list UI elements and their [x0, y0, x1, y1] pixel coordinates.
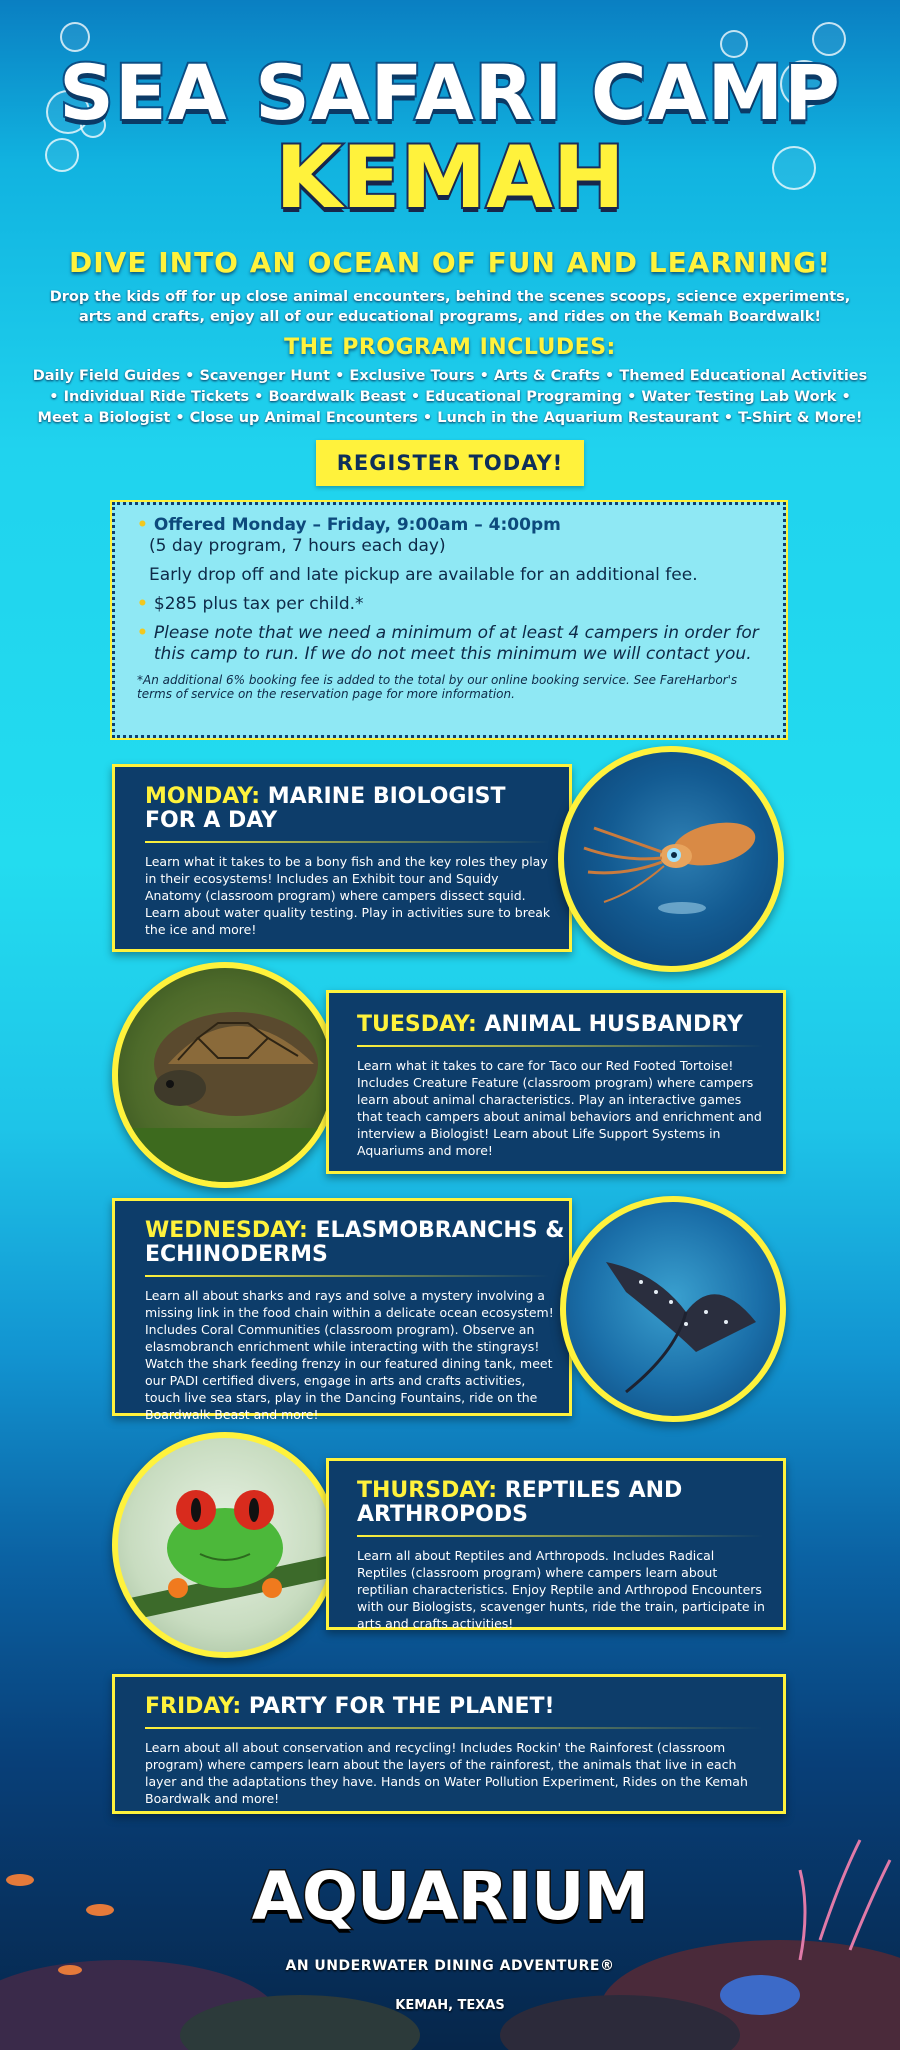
bullet-icon: • — [137, 594, 148, 614]
tree-frog-photo — [112, 1432, 338, 1658]
heading-divider — [145, 1275, 549, 1277]
day-title: REPTILES AND ARTHROPODS — [357, 1478, 683, 1527]
intro-text: Drop the kids off for up close animal encounters, behind the scenes scoops, science experiments, arts and crafts, enjoy all of our educational programs, and rides on the Kemah Boardwalk! — [49, 289, 851, 325]
minimum-text: Please note that we need a minimum of at least 4 campers in order for this camp to run. If we do not meet this minimum we will contact you. — [153, 623, 759, 664]
day-description: Learn what it takes to be a bony fish and the key roles they play in their ecosystems! Includes an Exhibit tour and Squidy Anatomy (classroom program) where campers dissect squid. Learn about water quality testing. Play in activities sure to break the ice and more! — [145, 854, 551, 937]
camp-location-title: KEMAH — [275, 128, 625, 228]
day-card-wednesday — [112, 1198, 572, 1422]
schedule-sub: (5 day program, 7 hours each day) — [149, 536, 446, 556]
day-card-tuesday — [326, 990, 786, 1174]
day-label: WEDNESDAY: — [145, 1218, 308, 1243]
info-box — [112, 502, 786, 738]
heading-divider — [145, 1727, 763, 1729]
day-title: MARINE BIOLOGIST FOR A DAY — [145, 784, 506, 833]
day-card-thursday — [326, 1458, 786, 1630]
heading-divider — [357, 1535, 763, 1537]
eagle-ray-photo — [560, 1196, 786, 1422]
day-heading — [145, 1219, 565, 1267]
bullet-icon: • — [137, 623, 148, 643]
bullet-icon: • — [137, 515, 148, 535]
day-description: Learn all about Reptiles and Arthropods. Includes Radical Reptiles (classroom program) where campers learn about reptilian characteristics. Enjoy Reptile and Arthropod Encounters with our Biologists, scavenger hunts, ride the train, participate in arts and crafts activities! — [357, 1548, 765, 1631]
day-description: Learn all about sharks and rays and solve a mystery involving a missing link in the food chain within a delicate ocean ecosystem! Includes Coral Communities (classroom program). Observe an elasmobranch enrichment while interacting with the stingrays! Watch the shark feeding frenzy in our featured dining tank, meet our PADI certified divers, engage in arts and crafts activities, touch live sea stars, play in the Dancing Fountains, ride on the Boardwalk Beast and more! — [145, 1288, 554, 1422]
price-text: $285 plus tax per child.* — [153, 594, 364, 614]
day-description: Learn about all about conservation and recycling! Includes Rockin' the Rainforest (classroom program) where campers learn about the layers of the rainforest, the animals that live in each layer and the adaptations they have. Hands on Water Pollution Experiment, Rides on the Kemah Boardwalk and more! — [145, 1740, 748, 1806]
schedule-row — [137, 515, 763, 557]
fine-print: *An additional 6% booking fee is added to the total by our online booking service. See FareHarbor's terms of service on the reservation page for more information. — [137, 673, 738, 701]
heading-divider — [357, 1045, 763, 1047]
coral-reef-decoration — [0, 1820, 900, 2050]
squid-photo — [558, 746, 784, 972]
day-title: ELASMOBRANCHS & ECHINODERMS — [145, 1218, 565, 1267]
day-title: PARTY FOR THE PLANET! — [248, 1694, 555, 1719]
early-drop-text: Early drop off and late pickup are available for an additional fee. — [149, 565, 698, 585]
day-description: Learn what it takes to care for Taco our Red Footed Tortoise! Includes Creature Feature (classroom program) where campers learn about animal characteristics. Play an interactive games that teach campers about animal behaviors and enrichment and interview a Biologist! Learn about Life Support Systems in Aquariums and more! — [357, 1058, 762, 1158]
day-heading — [145, 785, 525, 833]
day-card-monday — [112, 764, 572, 952]
logo-location: KEMAH, TEXAS — [395, 1998, 505, 2013]
tagline: DIVE INTO AN OCEAN OF FUN AND LEARNING! — [69, 246, 831, 279]
includes-heading: THE PROGRAM INCLUDES: — [284, 335, 616, 360]
day-heading — [145, 1695, 763, 1719]
includes-list: Daily Field Guides • Scavenger Hunt • Exclusive Tours • Arts & Crafts • Themed Educational Activities • Individual Ride Tickets • Boardwalk Beast • Educational Programing • Water Testing Lab Work • Meet a Biologist • Close up Animal Encounters • Lunch in the Aquarium Restaurant • T-Shirt & More! — [32, 368, 868, 426]
day-label: MONDAY: — [145, 784, 261, 809]
heading-divider — [145, 841, 549, 843]
day-heading — [357, 1479, 737, 1527]
camp-title: SEA SAFARI CAMP — [59, 48, 841, 137]
day-label: FRIDAY: — [145, 1694, 242, 1719]
aquarium-logo: AQUARIUM — [251, 1858, 649, 1935]
squid-icon — [564, 752, 778, 966]
tortoise-icon — [118, 968, 332, 1182]
day-label: THURSDAY: — [357, 1478, 498, 1503]
schedule-text: Offered Monday – Friday, 9:00am – 4:00pm — [153, 515, 561, 535]
minimum-row — [137, 623, 763, 665]
day-heading — [357, 1013, 763, 1037]
logo-tagline: AN UNDERWATER DINING ADVENTURE® — [285, 1958, 615, 1974]
ray-icon — [566, 1202, 780, 1416]
day-label: TUESDAY: — [357, 1012, 477, 1037]
price-row — [137, 594, 763, 615]
day-card-friday — [112, 1674, 786, 1814]
register-button[interactable]: REGISTER TODAY! — [316, 440, 584, 486]
frog-icon — [118, 1438, 332, 1652]
day-title: ANIMAL HUSBANDRY — [484, 1012, 743, 1037]
tortoise-photo — [112, 962, 338, 1188]
